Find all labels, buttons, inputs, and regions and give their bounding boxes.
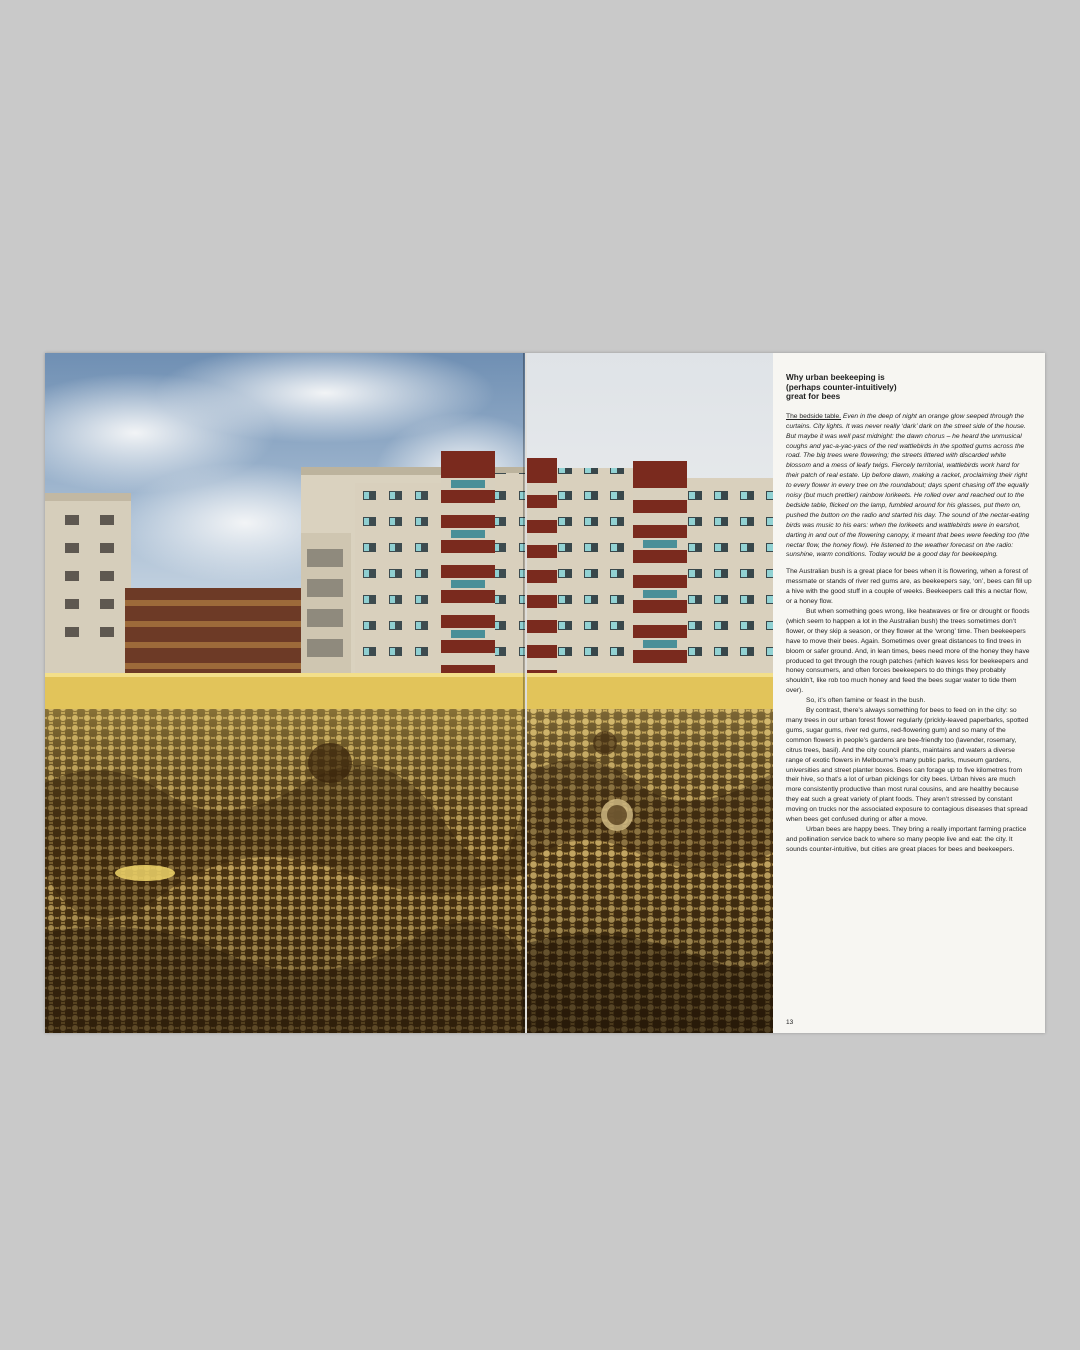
intro-paragraph bbox=[786, 412, 1032, 561]
photo-right-page bbox=[527, 353, 773, 1033]
body-paragraph: Urban bees are happy bees. They bring a really important farming practice and pollination service back to where so many people live and eat: the city. It sounds counter-intuitive, but cities are great places for bees and beekeepers. bbox=[786, 825, 1027, 853]
body-paragraph: So, it’s often famine or feast in the bush. bbox=[806, 697, 926, 705]
buildings-honeycomb-photo-right bbox=[527, 353, 773, 1033]
photo-left-page bbox=[45, 353, 525, 1033]
intro-body: Even in the deep of night an orange glow seeped through the curtains. City lights. It was never really ‘dark’ dark on the street side of the house. But maybe it was well past midnight: the dawn chorus – he heard the unmusical coughs and yac-a-yac-yacs of the red wattlebirds in the spotted gums across the road. The big trees were flowering; the streets littered with discarded white blossom and a mess of leafy twigs. Fiercely territorial, wattlebirds work hard for their patch of real estate. Up before dawn, making a racket, proclaiming their right to every flower in every tree on the roundabout; days spent chasing off the equally noisy (but much prettier) rainbow lorikeets. He rolled over and reached out to the bedside table, flicked on the lamp, fumbled around for his glasses, put them on, pushed the button on the radio and started his day. The sound of the nectar-eating birds was music to his ears: when the lorikeets and wattlebirds were in earshot, darting in and out of the flowering canopy, it meant that bees were feeding too (the nectar flow, the honey flow). He listened to the weather forecast on the radio: sunshine, warm conditions. Today would be a good day for beekeeping. bbox=[786, 412, 1030, 559]
headline-line-1: Why urban beekeeping is bbox=[786, 373, 885, 382]
body-paragraph: The Australian bush is a great place for bees when it is flowering, when a forest of messmate or stands of river red gums are, as beekeepers say, ‘on’, bees can fill up a hive with the good stuff in a couple of weeks. Beekeepers call this a nectar flow, or a honey flow. bbox=[786, 568, 1032, 606]
intro-lead: The bedside table. bbox=[786, 412, 842, 420]
body-paragraph: But when something goes wrong, like heatwaves or fire or drought or floods (which seem to happen a lot in the Australian bush) the trees sometimes don’t flower, or they skip a season, or they flower at the ‘wrong’ time. Then beekeepers have to move their bees. Again. Sometimes over great distances to find trees in bloom or safer ground. And, in lean times, bees need more of the honey they have produced to get through the rough patches (which leaves less for beekeepers and honey consumers, and often forces beekeepers to do things they probably shouldn’t, like rob too much honey and feed the bees sugar water to tide them over). bbox=[786, 608, 1030, 695]
magazine-spread bbox=[45, 353, 1045, 1033]
headline-line-2: (perhaps counter-intuitively) bbox=[786, 382, 897, 392]
page-number-left: 12 bbox=[297, 1015, 305, 1022]
body-paragraph: By contrast, there’s always something for bees to feed on in the city: so many trees in our urban forest flower regularly (prickly-leaved paperbarks, spotted gums, sugar gums, river red gums, red-flowering gum) and so many of the common flowers in people’s gardens are bee-friendly too (lavender, rosemary, citrus trees, basil). And the city council plants, maintains and waters a diverse range of exotic flowers in Melbourne’s many public parks, museum gardens, universities and street planter boxes. Bees can forage up to five kilometres from their hive, so that’s a lot of urban pickings for city bees. Urban hives are much more consistently productive than most rural cousins, and are healthy because they eat such a great variety of plant foods. They aren’t stressed by constant moving on trucks nor the associated exposure to contagious diseases that spread when bees get confused during or after a move. bbox=[786, 707, 1029, 824]
page-number-right: 13 bbox=[786, 1019, 794, 1026]
article-headline bbox=[786, 373, 1032, 402]
article-text-column bbox=[786, 373, 1032, 855]
headline-line-3: great for bees bbox=[786, 392, 841, 402]
buildings-honeycomb-photo-left bbox=[45, 353, 525, 1033]
